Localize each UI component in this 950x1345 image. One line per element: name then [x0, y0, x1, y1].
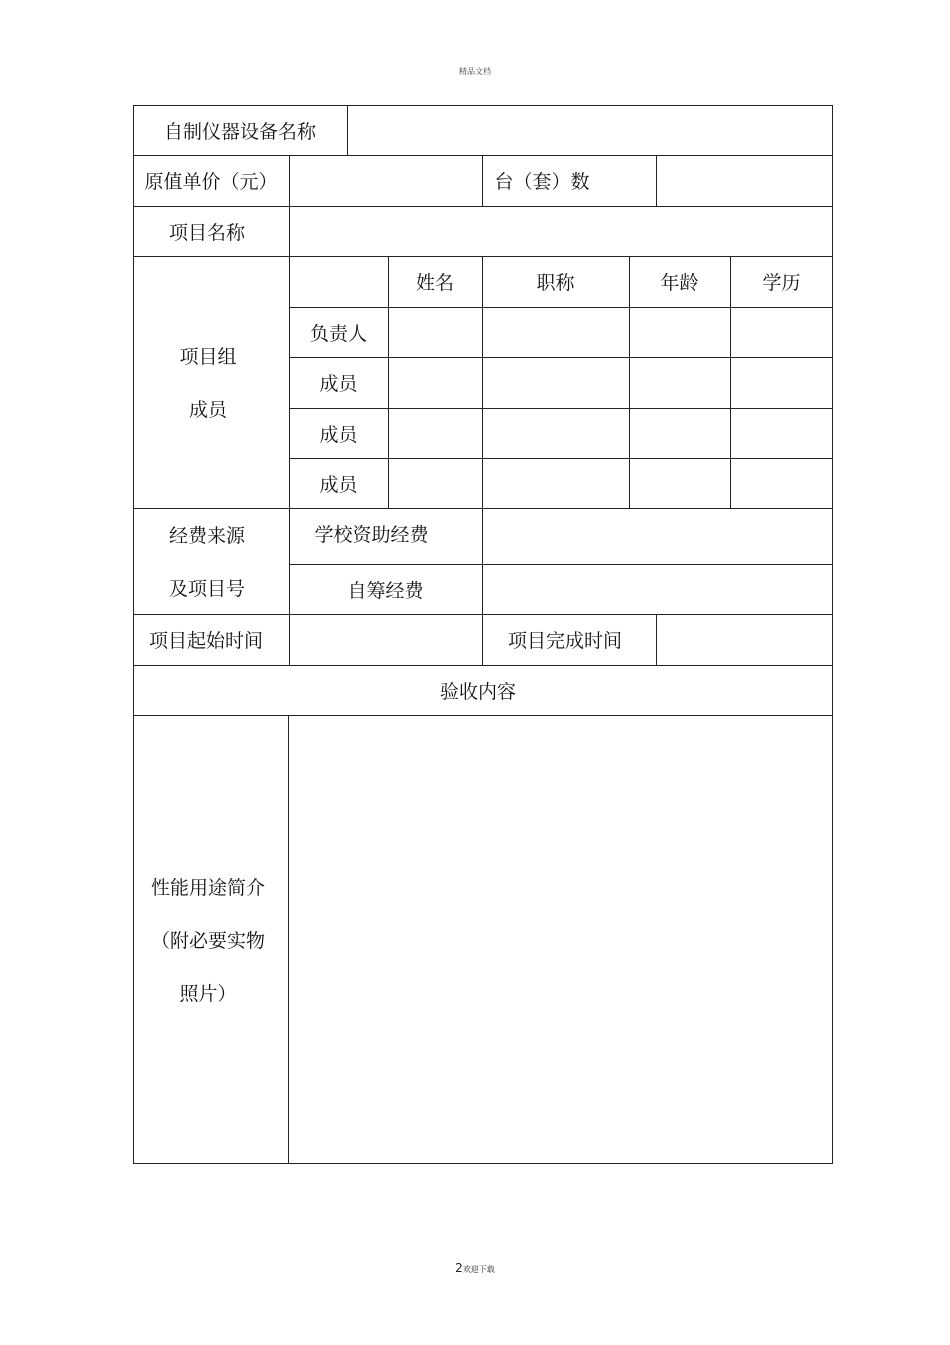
unit-price-field[interactable] [290, 156, 481, 205]
column-header-name: 姓名 [415, 272, 454, 294]
row-label-leader: 负责人 [309, 322, 367, 345]
self-funding-label: 自筹经费 [347, 579, 424, 602]
leader-education-field[interactable] [731, 308, 832, 356]
leader-name-field[interactable] [389, 308, 481, 356]
end-time-label: 项目完成时间 [507, 630, 622, 652]
column-header-education: 学历 [762, 272, 801, 294]
member3-age-field[interactable] [630, 459, 729, 507]
quantity-label: 台（套）数 [494, 171, 590, 193]
start-time-field[interactable] [290, 615, 481, 664]
funding-label-line1: 经费来源 [168, 525, 245, 547]
funding-source-label [133, 508, 281, 614]
column-header-title: 职称 [536, 272, 575, 294]
equipment-name-label: 自制仪器设备名称 [163, 120, 316, 143]
equipment-name-field[interactable] [348, 106, 832, 154]
project-name-field[interactable] [290, 207, 832, 255]
row-label-member: 成员 [319, 373, 358, 395]
school-funding-field[interactable] [483, 509, 832, 563]
member1-name-field[interactable] [389, 358, 481, 407]
member2-age-field[interactable] [630, 409, 729, 457]
page-header: 精品文档 [459, 67, 491, 76]
member2-education-field[interactable] [731, 409, 832, 457]
performance-description-label [133, 715, 283, 1164]
funding-label-line2: 及项目号 [168, 578, 245, 600]
leader-title-field[interactable] [483, 308, 628, 356]
footer-text: 欢迎下载 [462, 1265, 495, 1274]
page-footer [0, 1261, 950, 1275]
column-header-age: 年龄 [660, 272, 699, 294]
end-time-field[interactable] [657, 615, 832, 664]
member3-education-field[interactable] [731, 459, 832, 507]
member2-title-field[interactable] [483, 409, 628, 457]
performance-label-line3: 照片） [179, 983, 237, 1005]
member3-name-field[interactable] [389, 459, 481, 507]
team-label-line2: 成员 [188, 399, 227, 421]
team-members-label [133, 256, 283, 508]
member1-age-field[interactable] [630, 358, 729, 407]
member1-education-field[interactable] [731, 358, 832, 407]
page-number: 2 [455, 1261, 463, 1275]
team-label-line1: 项目组 [179, 346, 237, 368]
self-funding-field[interactable] [483, 565, 832, 613]
leader-age-field[interactable] [630, 308, 729, 356]
unit-price-label: 原值单价（元） [144, 171, 278, 193]
member1-title-field[interactable] [483, 358, 628, 407]
performance-description-field[interactable] [289, 716, 832, 1163]
performance-label-line2: （附必要实物 [150, 930, 265, 952]
row-label-member: 成员 [319, 473, 358, 496]
school-funding-label: 学校资助经费 [314, 523, 429, 546]
project-name-label: 项目名称 [168, 221, 245, 244]
start-time-label: 项目起始时间 [148, 630, 263, 652]
member2-name-field[interactable] [389, 409, 481, 457]
member3-title-field[interactable] [483, 459, 628, 507]
quantity-field[interactable] [657, 156, 832, 205]
performance-label-line1: 性能用途简介 [150, 877, 265, 899]
row-label-member: 成员 [319, 423, 358, 446]
acceptance-content-header: 验收内容 [439, 680, 516, 703]
